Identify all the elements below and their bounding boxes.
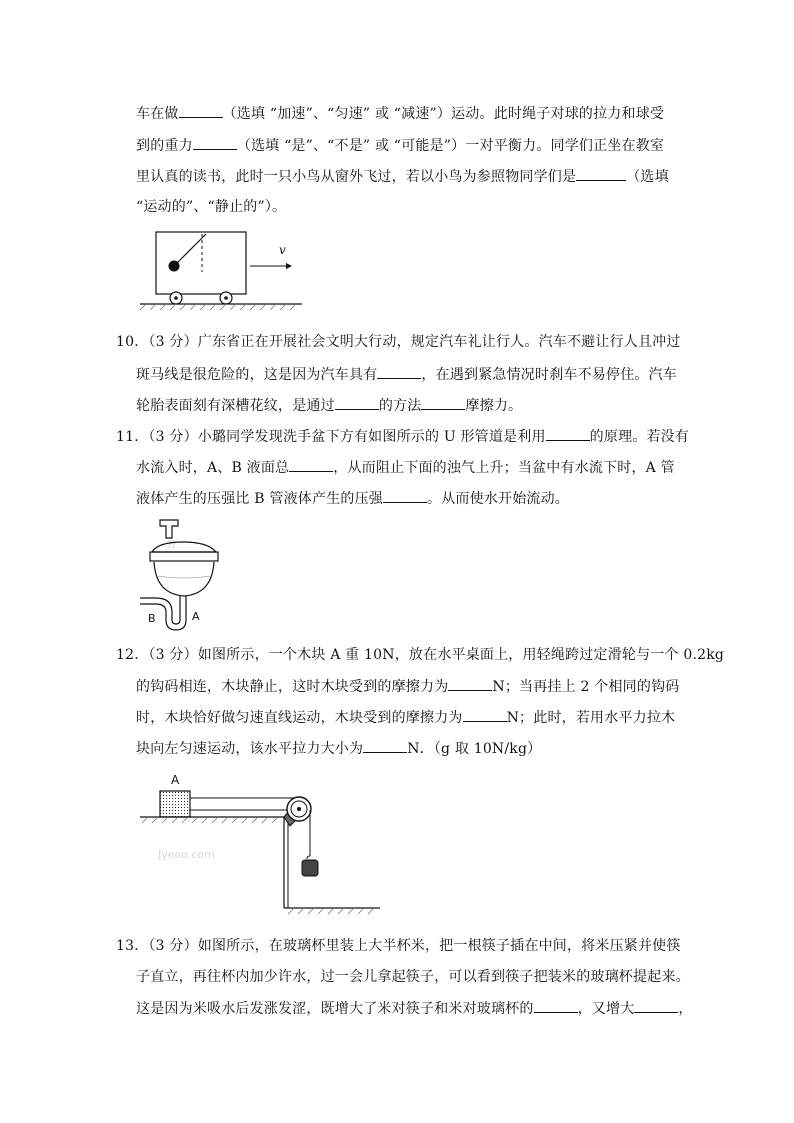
q13-text: 13．（3 分）如图所示，在玻璃杯里装上大半杯米，把一根筷子插在中间，将米压紧并使筷 bbox=[116, 938, 681, 954]
q12-text: N；此时，若用水平力拉木 bbox=[506, 710, 676, 726]
q12-text: N．（g 取 10N/kg） bbox=[407, 741, 542, 757]
block-a bbox=[160, 791, 190, 817]
q10-text: 摩擦力。 bbox=[465, 398, 523, 414]
watermark-text: Jyeoo.com bbox=[158, 848, 215, 861]
q9-line-3 bbox=[136, 166, 669, 187]
q12-line-4 bbox=[136, 738, 541, 759]
q10-text: 的方法 bbox=[378, 398, 422, 414]
q10-text: 斑马线是很危险的，这是因为汽车具有 bbox=[136, 367, 378, 383]
answer-blank[interactable] bbox=[534, 998, 578, 1013]
q11-text: 水流入时，A、B 液面总 bbox=[136, 460, 290, 476]
cart-pendulum-figure bbox=[136, 228, 306, 310]
q9-text: 车在做 bbox=[136, 106, 179, 122]
q12-text: 时，木块恰好做匀速直线运动，木块受到的摩擦力为 bbox=[136, 710, 463, 726]
q13-text: ，又增大 bbox=[577, 1001, 635, 1017]
q11-text: 液体产生的压强比 B 管液体产生的压强 bbox=[136, 491, 383, 507]
answer-blank[interactable] bbox=[383, 488, 427, 503]
q12-text: N；当再挂上 2 个相同的钩码 bbox=[492, 679, 680, 695]
q12-line-1 bbox=[116, 645, 724, 665]
q9-line-4 bbox=[136, 197, 286, 217]
watermark-logo: 菁 bbox=[166, 538, 177, 551]
q12-line-2 bbox=[136, 676, 679, 697]
q13-text: ， bbox=[678, 1001, 693, 1017]
q9-text: （选填 “是”、“不是” 或 “可能是”）一对平衡力。同学们正坐在教室 bbox=[236, 138, 665, 154]
q11-text: 的原理。若没有 bbox=[589, 429, 690, 445]
q9-text: “运动的”、“静止的”）。 bbox=[136, 199, 287, 215]
q13-text: 子直立，再往杯内加少许水，过一会儿拿起筷子，可以看到筷子把装米的玻璃杯提起来。 bbox=[136, 969, 690, 985]
velocity-label: v bbox=[279, 243, 286, 257]
ground-hatch bbox=[140, 304, 296, 310]
faucet bbox=[160, 520, 178, 538]
q11-line-2 bbox=[136, 457, 675, 478]
block-pulley-figure bbox=[138, 770, 384, 915]
basin-bowl bbox=[154, 562, 214, 596]
q9-text: （选填 “加速”、“匀速” 或 “减速”）运动。此时绳子对球的拉力和球受 bbox=[222, 106, 665, 122]
answer-blank[interactable] bbox=[576, 166, 626, 181]
q13-text: 这是因为米吸水后发涨发涩，既增大了米对筷子和米对玻璃杯的 bbox=[136, 1001, 534, 1017]
q10-line-1 bbox=[116, 332, 681, 352]
q12-text: 块向左匀速运动，该水平拉力大小为 bbox=[136, 741, 364, 757]
q9-text: 到的重力 bbox=[136, 138, 193, 154]
answer-blank[interactable] bbox=[179, 103, 223, 118]
answer-blank[interactable] bbox=[377, 364, 421, 379]
block-label: A bbox=[171, 773, 180, 787]
q13-line-1 bbox=[116, 936, 681, 956]
answer-blank[interactable] bbox=[335, 395, 379, 410]
q12-text: 12．（3 分）如图所示，一个木块 A 重 10N，放在水平桌面上，用轻绳跨过定滑轮与一个 0.2kg bbox=[116, 647, 725, 663]
label-a: A bbox=[192, 610, 200, 623]
answer-blank[interactable] bbox=[463, 707, 507, 722]
q10-text: 10．（3 分）广东省正在开展社会文明大行动，规定汽车礼让行人。汽车不避让行人且冲过 bbox=[116, 334, 681, 350]
q12-text: 的钩码相连，木块静止，这时木块受到的摩擦力为 bbox=[136, 679, 449, 695]
q11-line-3 bbox=[136, 488, 569, 509]
answer-blank[interactable] bbox=[448, 676, 492, 691]
q11-text: ，从而阻止下面的浊气上升；当盆中有水流下时，A 管 bbox=[333, 460, 675, 476]
q9-text: （选填 bbox=[626, 169, 669, 185]
q9-line-2 bbox=[136, 135, 664, 156]
velocity-arrowhead bbox=[286, 263, 292, 269]
label-b: B bbox=[148, 612, 156, 625]
q11-text: 。从而使水开始流动。 bbox=[427, 491, 569, 507]
q10-text: ，在遇到紧急情况时刹车不易停住。汽车 bbox=[421, 367, 678, 383]
q10-text: 轮胎表面刻有深槽花纹，是通过 bbox=[136, 398, 335, 414]
sink-u-trap-figure bbox=[138, 516, 228, 631]
answer-blank[interactable] bbox=[421, 395, 465, 410]
q11-line-1 bbox=[116, 426, 689, 447]
answer-blank[interactable] bbox=[634, 998, 678, 1013]
hook-weight bbox=[302, 860, 318, 876]
table-hatch bbox=[142, 817, 278, 823]
q9-text: 里认真的读书，此时一只小鸟从窗外飞过，若以小鸟为参照物同学们是 bbox=[136, 169, 577, 185]
q10-line-2 bbox=[136, 364, 677, 385]
answer-blank[interactable] bbox=[289, 457, 333, 472]
answer-blank[interactable] bbox=[546, 426, 590, 441]
q13-line-3 bbox=[136, 998, 693, 1019]
answer-blank[interactable] bbox=[363, 738, 407, 753]
q9-line-1 bbox=[136, 103, 664, 124]
basin-rim bbox=[152, 542, 216, 552]
ball bbox=[169, 261, 180, 272]
answer-blank[interactable] bbox=[193, 135, 237, 150]
q11-text: 11．（3 分）小璐同学发现洗手盆下方有如图所示的 U 形管道是利用 bbox=[116, 429, 546, 445]
q13-line-2 bbox=[136, 967, 690, 987]
q12-line-3 bbox=[136, 707, 675, 728]
q10-line-3 bbox=[136, 395, 522, 416]
u-trap bbox=[140, 604, 186, 630]
